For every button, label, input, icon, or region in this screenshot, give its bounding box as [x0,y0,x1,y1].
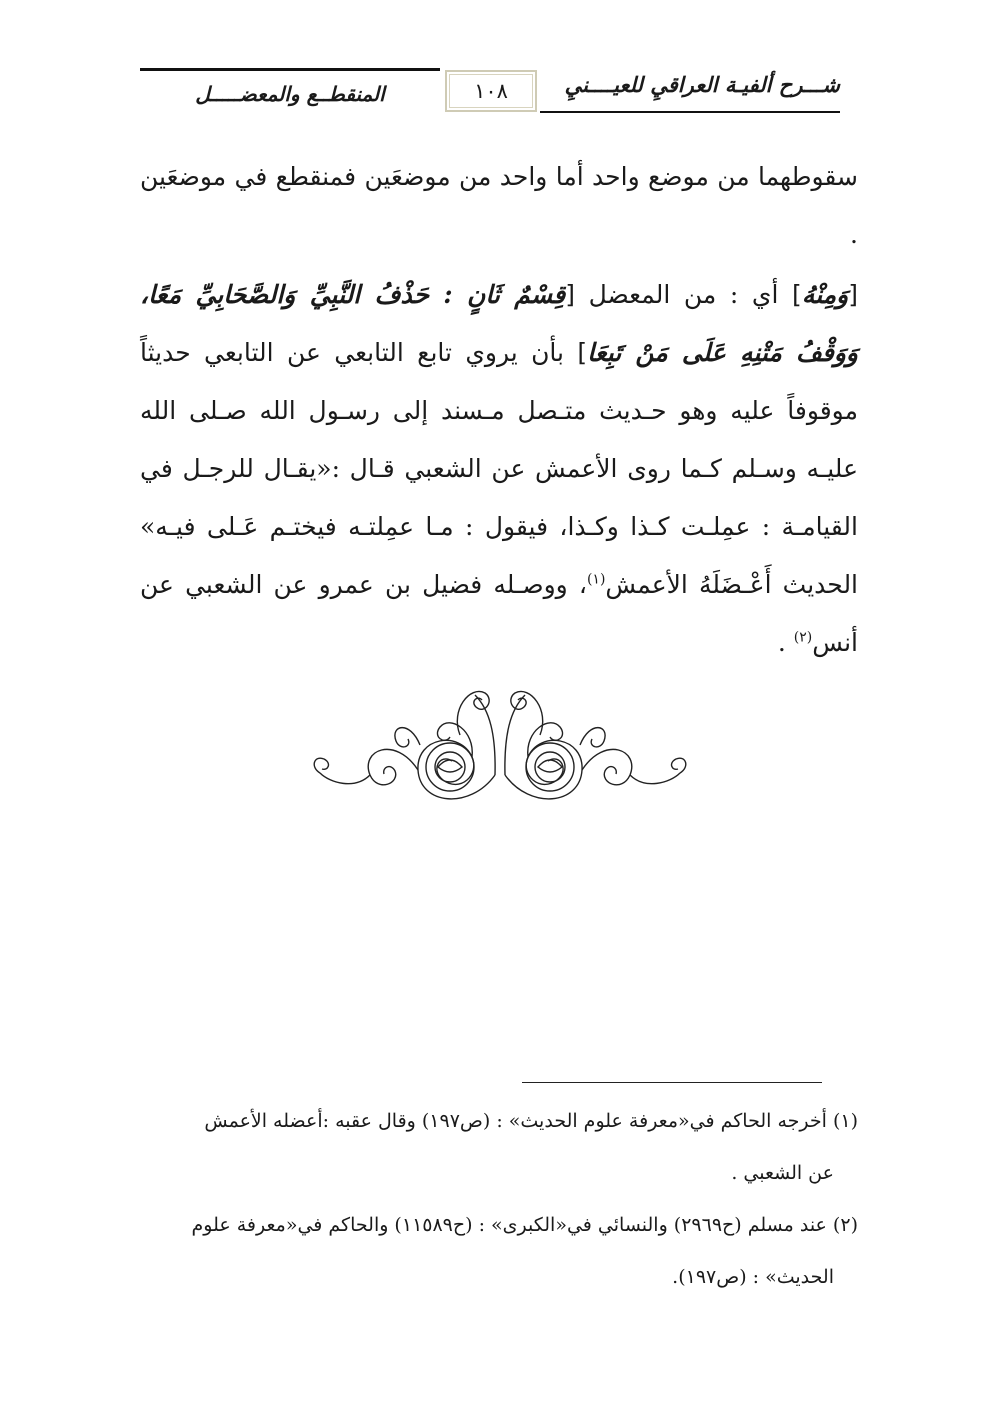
chapter-title-rule [140,68,440,71]
bracket: ] [577,338,588,367]
commentary-text: . [777,628,794,657]
footnote-1-continuation: عن الشعبي . [731,1162,834,1184]
verse-term-1: وَمِنْهُ [801,280,849,309]
footnote-ref-2[interactable]: (٢) [793,629,813,646]
commentary-text: بأن يروي تابع التابعي عن التابعي حديثاً موقوفاً عليه وهو حـديث متـصل مـسند إلى رسـول الله صـلى الله عليـه وسـلم كـما روى الأعمش عن الشعبي قـال :«يقـال للرجـل في القيامـة : عمِلـت كـذا وكـذا، فيقول : مـا عمِلتـه فيختـم عَـلى فيـه» الحديث أَعْـضَلَهُ الأعمش [140,338,859,599]
footnote-divider [522,1082,822,1083]
decorative-ornament-icon [300,675,700,815]
footnote-ref-1[interactable]: (١) [586,571,606,588]
commentary-text: أي : من المعضل [574,280,793,309]
chapter-title: المنقطــع والمعضـــــل [195,82,385,106]
verse-term-2: قِسْمٌ ثَانٍ : حَذْفُ النَّبِيِّ وَالصَّحَابِيِّ مَعًا، وَوَقْفُ مَتْنِهِ عَلَى مَنْ تَبِعَا [140,280,858,367]
main-text [140,148,858,672]
footnote-2: (٢) عند مسلم (ح٢٩٦٩) والنسائي في«الكبرى» : (ح١١٥٨٩) والحاكم في«معرفة علوم [191,1214,858,1236]
bracket: [ [848,280,858,309]
footnote-2-continuation: الحديث» : (ص١٩٧). [672,1266,834,1288]
book-title: شـــرح ألفيـة العراقيِ للعيــــنيِ [564,72,840,97]
commentary-text: ، ووصـله فضيل بن عمرو عن الشعبي عن أنس [140,570,858,657]
footnote-1: (١) أخرجه الحاكم في«معرفة علوم الحديث» : (ص١٩٧) وقال عقبه :أعضله الأعمش [204,1110,858,1132]
bracket: ] [792,280,802,309]
paragraph-1: سقوطهما من موضع واحد أما واحد من موضعَين فمنقطع في موضعَين . [140,162,858,249]
page-header [140,60,840,120]
book-title-rule [540,111,840,113]
footnotes [140,1095,858,1303]
page-number-box [445,70,537,112]
bracket: [ [565,280,575,309]
page-number: ١٠٨ [474,79,508,103]
paragraph-2 [140,266,858,672]
